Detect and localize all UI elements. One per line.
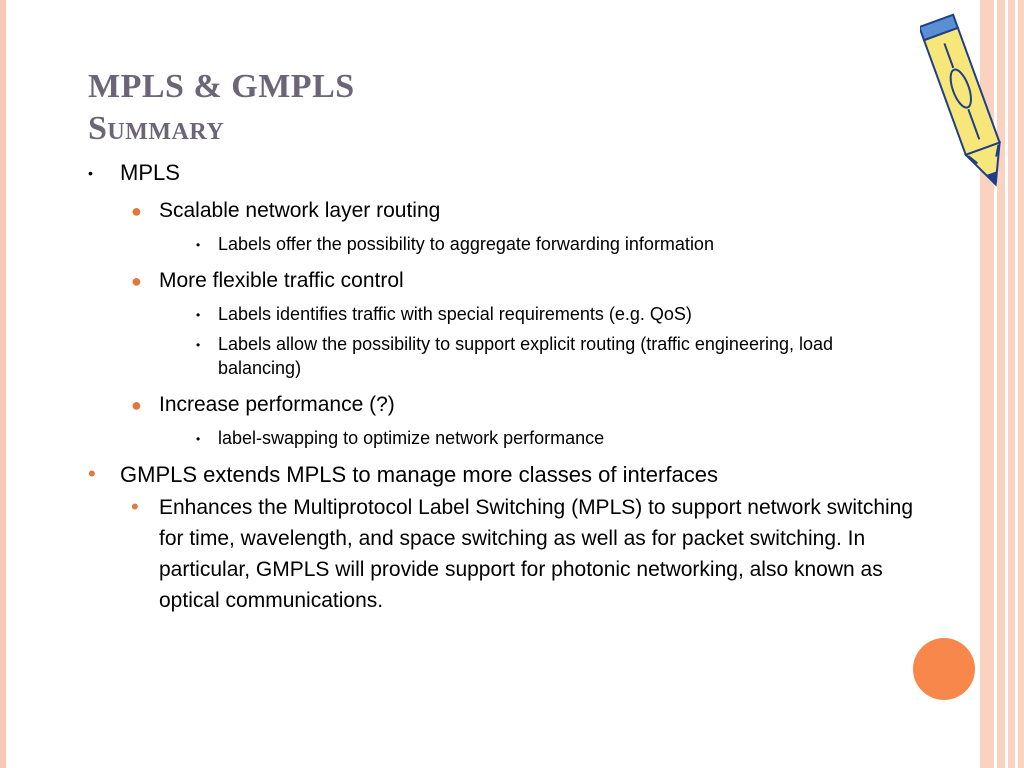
slide-body (88, 160, 948, 616)
left-border-stripe (0, 0, 6, 768)
bullet-dot-icon: • (196, 308, 201, 322)
bullet-dot-icon: ● (131, 271, 142, 291)
subbullet-label: Labels offer the possibility to aggregate forwarding information (218, 234, 714, 254)
bullet-dot-icon: ● (131, 201, 142, 221)
bullet-mpls (88, 160, 948, 186)
bullet-label: Scalable network layer routing (159, 199, 441, 222)
subbullet-aggregate (188, 232, 878, 256)
gmpls-section (88, 462, 948, 616)
subbullet-label: Labels identifies traffic with special requirements (e.g. QoS) (218, 304, 692, 324)
subbullet-explicit-routing (188, 332, 878, 380)
bullet-performance (131, 390, 948, 420)
bullet-mpls-label: MPLS (120, 160, 180, 185)
bullet-label: More flexible traffic control (159, 269, 404, 292)
title-line-1: MPLS & GMPLS (88, 68, 355, 105)
bullet-dot-icon: • (131, 494, 139, 519)
bullet-label: Increase performance (?) (159, 393, 395, 416)
subbullet-label: Labels allow the possibility to support explicit routing (traffic engineering, load balancing) (218, 334, 834, 378)
bullet-dot-icon: • (196, 432, 201, 446)
bullet-dot-icon: ● (131, 395, 142, 415)
bullet-gmpls-enhances (131, 492, 929, 616)
bullet-dot-icon: • (196, 338, 201, 352)
bullet-dot-icon: • (88, 165, 93, 181)
bullet-dot-icon: • (196, 238, 201, 252)
bullet-gmpls-label: GMPLS extends MPLS to manage more classes of interfaces (120, 462, 718, 487)
bullet-traffic-control (131, 266, 948, 296)
subbullet-label-swapping (188, 426, 878, 450)
bullet-gmpls (88, 462, 948, 488)
slide-title (88, 66, 355, 150)
subbullet-label: label-swapping to optimize network performance (218, 428, 605, 448)
bullet-label: Enhances the Multiprotocol Label Switching (MPLS) to support network switching for time, wavelength, and space switching as well as for packet switching. In particular, GMPLS will provide support for photonic networking, also known as optical communications. (159, 496, 914, 612)
title-line-2: Summary (88, 110, 225, 147)
subbullet-qos (188, 302, 878, 326)
bullet-dot-icon: • (88, 461, 96, 486)
orange-circle-decoration (913, 638, 975, 700)
bullet-scalable-routing (131, 196, 948, 226)
